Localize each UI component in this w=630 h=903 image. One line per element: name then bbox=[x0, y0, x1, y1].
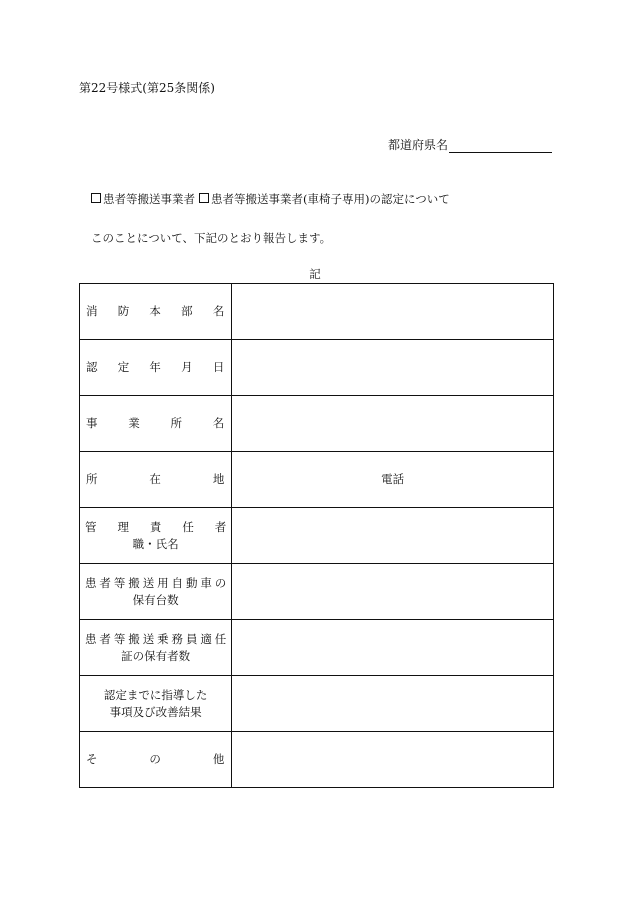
label-crew-certificate: 患者等搬送乗務員適任 証の保有者数 bbox=[80, 620, 232, 676]
value-guidance-results[interactable] bbox=[232, 676, 554, 732]
value-vehicle-count[interactable] bbox=[232, 564, 554, 620]
report-text: このことについて、下記のとおり報告します。 bbox=[91, 231, 332, 245]
subject-line bbox=[91, 192, 450, 206]
table-row bbox=[80, 508, 554, 564]
table-row bbox=[80, 732, 554, 788]
value-crew-certificate[interactable] bbox=[232, 620, 554, 676]
value-certification-date[interactable] bbox=[232, 340, 554, 396]
ki-heading: 記 bbox=[309, 267, 321, 281]
value-other[interactable] bbox=[232, 732, 554, 788]
table-row bbox=[80, 620, 554, 676]
label-fire-department: 消 防 本 部 名 bbox=[80, 284, 232, 340]
label-certification-date: 認 定 年 月 日 bbox=[80, 340, 232, 396]
prefecture-field bbox=[388, 137, 552, 153]
label-vehicle-count: 患者等搬送用自動車の 保有台数 bbox=[80, 564, 232, 620]
table-row bbox=[80, 340, 554, 396]
subject-option2: 患者等搬送事業者(車椅子専用) bbox=[211, 192, 370, 206]
value-address-phone[interactable]: 電話 bbox=[232, 452, 554, 508]
value-fire-department[interactable] bbox=[232, 284, 554, 340]
subject-option1: 患者等搬送事業者 bbox=[103, 192, 195, 206]
label-other: そ の 他 bbox=[80, 732, 232, 788]
checkbox-option2[interactable] bbox=[199, 193, 209, 203]
label-manager: 管理責任者 職・氏名 bbox=[80, 508, 232, 564]
table-row bbox=[80, 564, 554, 620]
subject-suffix: の認定について bbox=[369, 192, 450, 206]
record-table bbox=[79, 283, 554, 788]
table-row bbox=[80, 452, 554, 508]
checkbox-option1[interactable] bbox=[91, 193, 101, 203]
value-business-name[interactable] bbox=[232, 396, 554, 452]
label-guidance-results: 認定までに指導した 事項及び改善結果 bbox=[80, 676, 232, 732]
table-row bbox=[80, 284, 554, 340]
table-row bbox=[80, 676, 554, 732]
label-business-name: 事 業 所 名 bbox=[80, 396, 232, 452]
label-address: 所 在 地 bbox=[80, 452, 232, 508]
prefecture-label: 都道府県名 bbox=[388, 138, 449, 152]
value-manager[interactable] bbox=[232, 508, 554, 564]
prefecture-blank-line[interactable] bbox=[449, 139, 552, 153]
table-row bbox=[80, 396, 554, 452]
form-number: 第22号様式(第25条関係) bbox=[79, 81, 215, 95]
